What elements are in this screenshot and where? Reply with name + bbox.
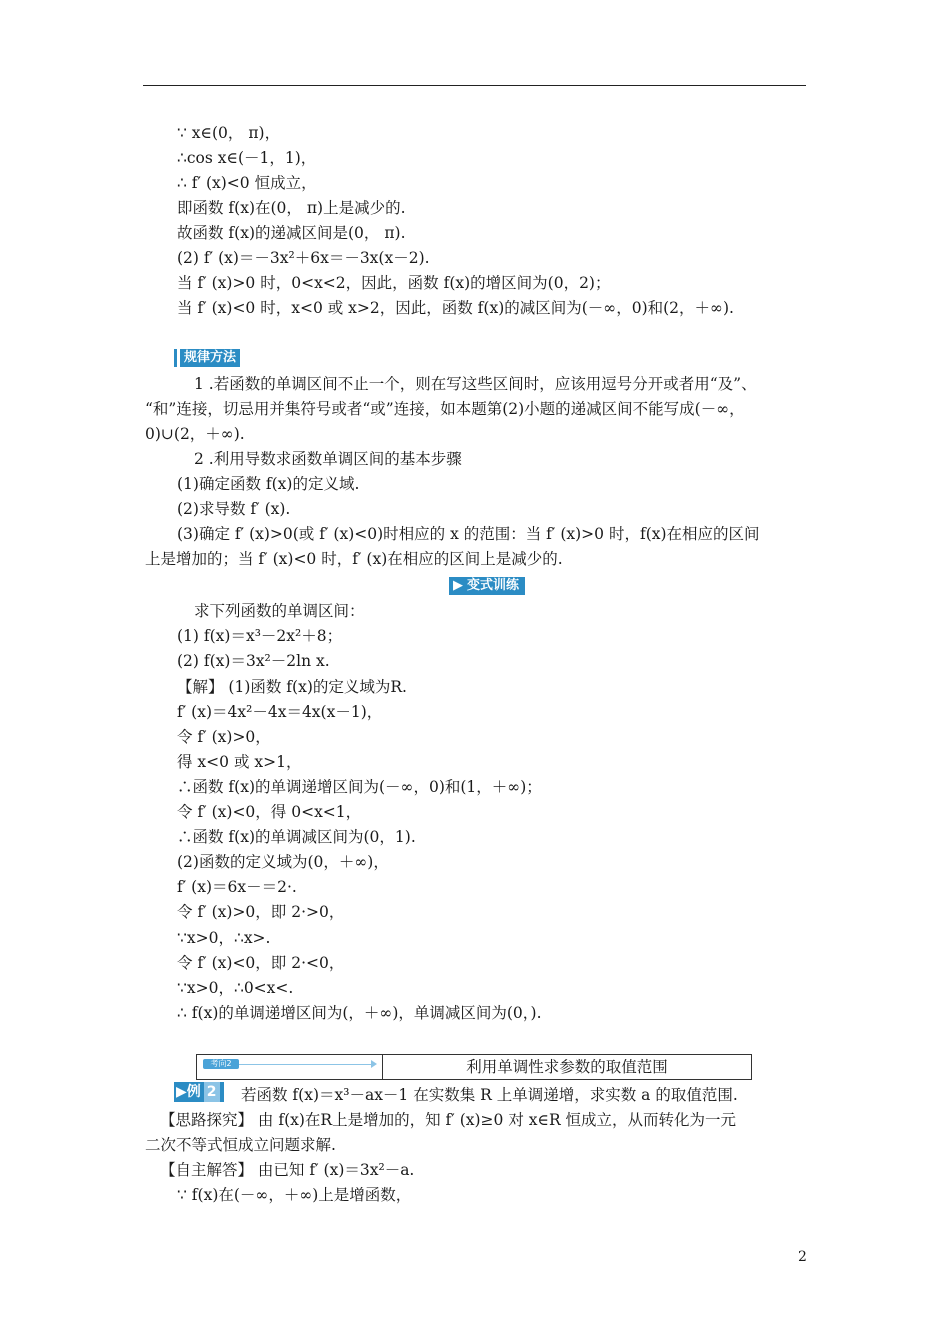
text-line: (2) f(x)＝3x²－2ln x. — [177, 652, 330, 670]
text-line: 【思路探究】 由 f(x)在R上是增加的，知 f′ (x)≥0 对 x∈R 恒成立，从而转化为一元 — [160, 1111, 737, 1129]
text-line: ∵ f(x)在(－∞，＋∞)上是增函数， — [177, 1186, 412, 1204]
example-tag — [174, 1082, 224, 1102]
text-line: (2)函数的定义域为(0，＋∞)， — [177, 853, 389, 871]
variant-label: 变式训练 — [467, 578, 520, 593]
text-line: 当 f′ (x)>0 时，0<x<2，因此，函数 f(x)的增区间为(0，2)； — [177, 274, 611, 292]
text-line: 故函数 f(x)的递减区间是(0， π). — [177, 224, 406, 242]
text-line: 上是增加的；当 f′ (x)<0 时，f′ (x)在相应的区间上是减少的. — [145, 550, 563, 568]
variant-training-tag — [449, 577, 525, 595]
text-line: 【自主解答】 由已知 f′ (x)＝3x²－a. — [160, 1161, 415, 1179]
text-line: ∵x>0，∴x>. — [177, 929, 271, 947]
page-number: 2 — [798, 1249, 807, 1265]
text-line: ∴cos x∈(－1，1)， — [177, 149, 317, 167]
text-line: 即函数 f(x)在(0， π)上是减少的. — [177, 199, 406, 217]
text-line: ∵x>0，∴0<x<. — [177, 979, 294, 997]
text-line: 令 f′ (x)>0， — [177, 728, 271, 746]
text-line: ∴函数 f(x)的单调减区间为(0，1). — [177, 828, 416, 846]
text-line: (2) f′ (x)＝－3x²＋6x＝－3x(x－2). — [177, 249, 430, 267]
text-line: (1)确定函数 f(x)的定义域. — [177, 475, 360, 493]
play-icon: ▶ — [453, 578, 463, 593]
example-label: 例 — [186, 1084, 201, 1100]
text-line: (2)求导数 f′ (x). — [177, 500, 291, 518]
text-line: ∴ f′ (x)<0 恒成立， — [177, 174, 317, 192]
section-header — [196, 1054, 752, 1080]
text-line: 1 .若函数的单调区间不止一个，则在写这些区间时，应该用逗号分开或者用“及”、 — [194, 375, 757, 393]
example-number: 2 — [204, 1082, 220, 1102]
text-line: ∵ x∈(0， π)， — [177, 124, 281, 142]
text-line: ∴函数 f(x)的单调递增区间为(－∞，0)和(1，＋∞)； — [177, 778, 542, 796]
example-question: 若函数 f(x)＝x³－ax－1 在实数集 R 上单调递增，求实数 a 的取值范围. — [241, 1086, 738, 1104]
text-line: f′ (x)＝6x－＝2·. — [177, 878, 297, 896]
section-tag: 考向2 — [203, 1059, 239, 1069]
text-line: 当 f′ (x)<0 时，x<0 或 x>2，因此，函数 f(x)的减区间为(－∞，0)和(2，＋∞). — [177, 299, 734, 317]
section-title: 利用单调性求参数的取值范围 — [466, 1058, 668, 1076]
header-rule — [143, 85, 806, 86]
text-line: 2 .利用导数求函数单调区间的基本步骤 — [194, 450, 462, 468]
text-line: 得 x<0 或 x>1， — [177, 753, 302, 771]
play-icon: ▶ — [176, 1084, 187, 1100]
method-badge: 规律方法 — [177, 349, 240, 367]
text-line: “和”连接，切忌用并集符号或者“或”连接，如本题第(2)小题的递减区间不能写成(－∞， — [145, 400, 745, 418]
arrow-right-icon — [371, 1060, 377, 1068]
text-line: 令 f′ (x)<0，即 2·<0， — [177, 954, 345, 972]
text-line: 求下列函数的单调区间： — [194, 602, 365, 620]
text-line: 0)∪(2，＋∞). — [145, 425, 245, 443]
arrow-line — [239, 1064, 373, 1065]
text-line: ∴ f(x)的单调递增区间为(，＋∞)，单调减区间为(0，). — [177, 1004, 542, 1022]
section-tag-cell — [197, 1055, 383, 1079]
text-line: 令 f′ (x)>0，即 2·>0， — [177, 903, 345, 921]
text-line: 令 f′ (x)<0，得 0<x<1， — [177, 803, 362, 821]
text-line: 【解】 (1)函数 f(x)的定义域为R. — [177, 678, 407, 696]
text-line: f′ (x)＝4x²－4x＝4x(x－1)， — [177, 703, 383, 721]
text-line: (1) f(x)＝x³－2x²＋8； — [177, 627, 343, 645]
text-line: 二次不等式恒成立问题求解. — [145, 1136, 336, 1154]
text-line: (3)确定 f′ (x)>0(或 f′ (x)<0)时相应的 x 的范围：当 f′ (x)>0 时，f(x)在相应的区间 — [177, 525, 760, 543]
